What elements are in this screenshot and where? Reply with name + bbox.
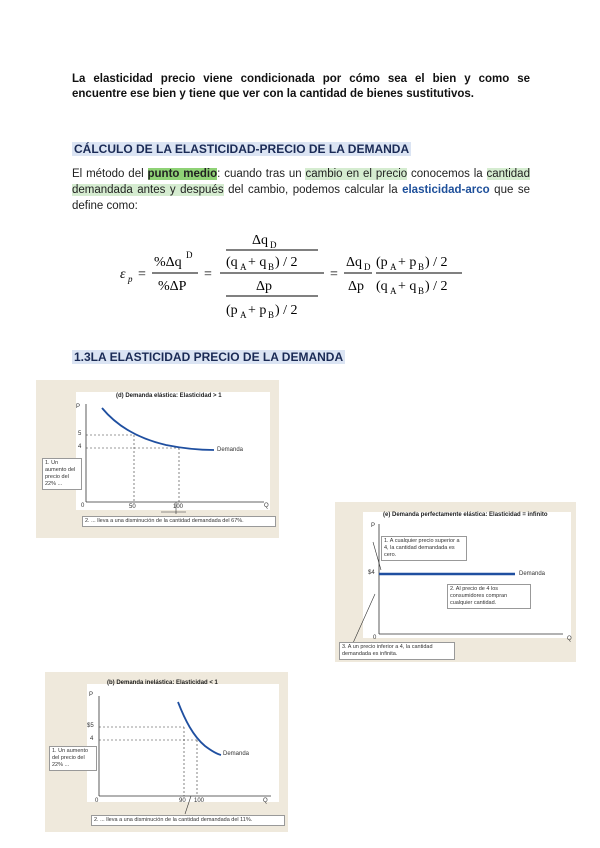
tick-y4: $4 xyxy=(368,570,375,576)
demand-curve xyxy=(178,702,221,755)
svg-text:A: A xyxy=(240,310,247,320)
svg-text:Δp: Δp xyxy=(256,279,273,294)
curve-label: Demanda xyxy=(519,571,546,577)
annotation-note-1: 1. Un aumento del precio del 22% ... xyxy=(49,746,97,771)
intro-paragraph: La elasticidad precio viene condicionada por cómo sea el bien y como se encuentre ese bien y tiene que ver con la cantidad de bienes sustitutivos. xyxy=(72,73,530,100)
origin-label: 0 xyxy=(95,798,99,804)
tick-y4: 4 xyxy=(78,444,82,450)
svg-text:ε: ε xyxy=(120,267,126,282)
svg-text:(p: (p xyxy=(226,303,238,318)
heading-text: 1.3LA ELASTICIDAD PRECIO DE LA DEMANDA xyxy=(74,350,344,364)
svg-text:(q: (q xyxy=(226,255,238,270)
svg-text:%ΔP: %ΔP xyxy=(158,279,187,294)
q-axis-label: Q xyxy=(567,636,572,642)
svg-text:=: = xyxy=(330,267,338,282)
tick-y5: $5 xyxy=(87,723,94,729)
svg-text:+ p: + p xyxy=(398,255,417,270)
tick-x100: 100 xyxy=(173,504,184,510)
figure-title: (b) Demanda inelástica: Elasticidad < 1 xyxy=(107,680,218,686)
annotation-note-3: 3. A un precio inferior a 4, la cantidad demandada es infinita. xyxy=(339,642,455,660)
svg-text:B: B xyxy=(268,310,275,320)
svg-text:=: = xyxy=(138,267,146,282)
svg-text:Δq: Δq xyxy=(346,255,363,270)
p-axis-label: P xyxy=(76,404,81,410)
svg-text:p: p xyxy=(128,274,133,284)
svg-text:(p: (p xyxy=(376,255,388,270)
demand-curve xyxy=(102,408,214,450)
figure-title: (d) Demanda elástica: Elasticidad > 1 xyxy=(116,393,222,399)
tick-y5: 5 xyxy=(78,431,82,437)
text-run: del cambio, podemos calcular la xyxy=(223,184,403,196)
midpoint-paragraph xyxy=(72,166,530,214)
svg-text:) / 2: ) / 2 xyxy=(275,303,298,318)
origin-label: 0 xyxy=(81,503,85,509)
svg-text:A: A xyxy=(390,286,397,296)
text-run: que se define como: xyxy=(72,184,530,212)
heading-text: CÁLCULO DE LA ELASTICIDAD-PRECIO DE LA DEMANDA xyxy=(74,142,410,156)
highlight-punto-medio: punto medio xyxy=(147,168,218,180)
tick-x100: 100 xyxy=(194,798,205,804)
term-elasticidad-arco: elasticidad-arco xyxy=(402,184,490,196)
figure-inelastic-demand xyxy=(45,672,288,832)
tick-y4: 4 xyxy=(90,736,94,742)
annotation-note-2: 2. ... lleva a una disminución de la cantidad demandada del 11%. xyxy=(91,815,285,826)
figure-perfectly-elastic-demand xyxy=(335,502,576,662)
svg-text:+ q: + q xyxy=(248,255,267,270)
p-axis-label: P xyxy=(89,692,94,698)
highlight-cambio: cambio en el precio xyxy=(305,168,408,180)
svg-text:) / 2: ) / 2 xyxy=(275,255,298,270)
svg-text:(q: (q xyxy=(376,279,388,294)
svg-text:Δq: Δq xyxy=(252,233,269,248)
svg-text:+ q: + q xyxy=(398,279,417,294)
svg-text:%Δq: %Δq xyxy=(154,255,182,270)
origin-label: 0 xyxy=(373,635,377,641)
annotation-note-2: 2. Al precio de 4 los consumidores compran cualquier cantidad. xyxy=(447,584,531,609)
svg-text:D: D xyxy=(270,240,277,250)
figure-elastic-demand xyxy=(36,380,279,538)
annotation-note-1: 1. A cualquier precio superior a 4, la cantidad demandada es cero. xyxy=(381,536,467,561)
arc-elasticity-formula xyxy=(120,228,500,320)
svg-text:D: D xyxy=(364,262,371,272)
q-axis-label: Q xyxy=(263,798,268,804)
annotation-note-2: 2. ... lleva a una disminución de la cantidad demandada del 67%. xyxy=(82,516,276,527)
svg-text:=: = xyxy=(204,267,212,282)
curve-label: Demanda xyxy=(223,751,250,757)
text-run: conocemos la xyxy=(407,168,487,180)
svg-text:) / 2: ) / 2 xyxy=(425,255,448,270)
q-axis-label: Q xyxy=(264,503,269,509)
section-heading-13 xyxy=(72,348,345,366)
annotation-note-1: 1. Un aumento del precio del 22% ... xyxy=(42,458,82,490)
svg-text:B: B xyxy=(418,286,425,296)
tick-x50: 50 xyxy=(129,504,136,510)
tick-x90: 90 xyxy=(179,798,186,804)
svg-text:Δp: Δp xyxy=(348,279,365,294)
svg-text:A: A xyxy=(390,262,397,272)
text-run: El método del xyxy=(72,168,148,180)
highlight-cantidad: cantidad demandada antes y después xyxy=(72,168,530,196)
svg-text:D: D xyxy=(186,250,193,260)
svg-text:B: B xyxy=(418,262,425,272)
svg-text:+ p: + p xyxy=(248,303,267,318)
section-heading-calculo xyxy=(72,140,411,158)
svg-text:B: B xyxy=(268,262,275,272)
curve-label: Demanda xyxy=(217,447,244,453)
svg-text:) / 2: ) / 2 xyxy=(425,279,448,294)
text-run: : cuando tras un xyxy=(217,168,306,180)
figure-title: (e) Demanda perfectamente elástica: Elasticidad = infinito xyxy=(383,512,548,518)
svg-text:A: A xyxy=(240,262,247,272)
p-axis-label: P xyxy=(371,523,376,529)
